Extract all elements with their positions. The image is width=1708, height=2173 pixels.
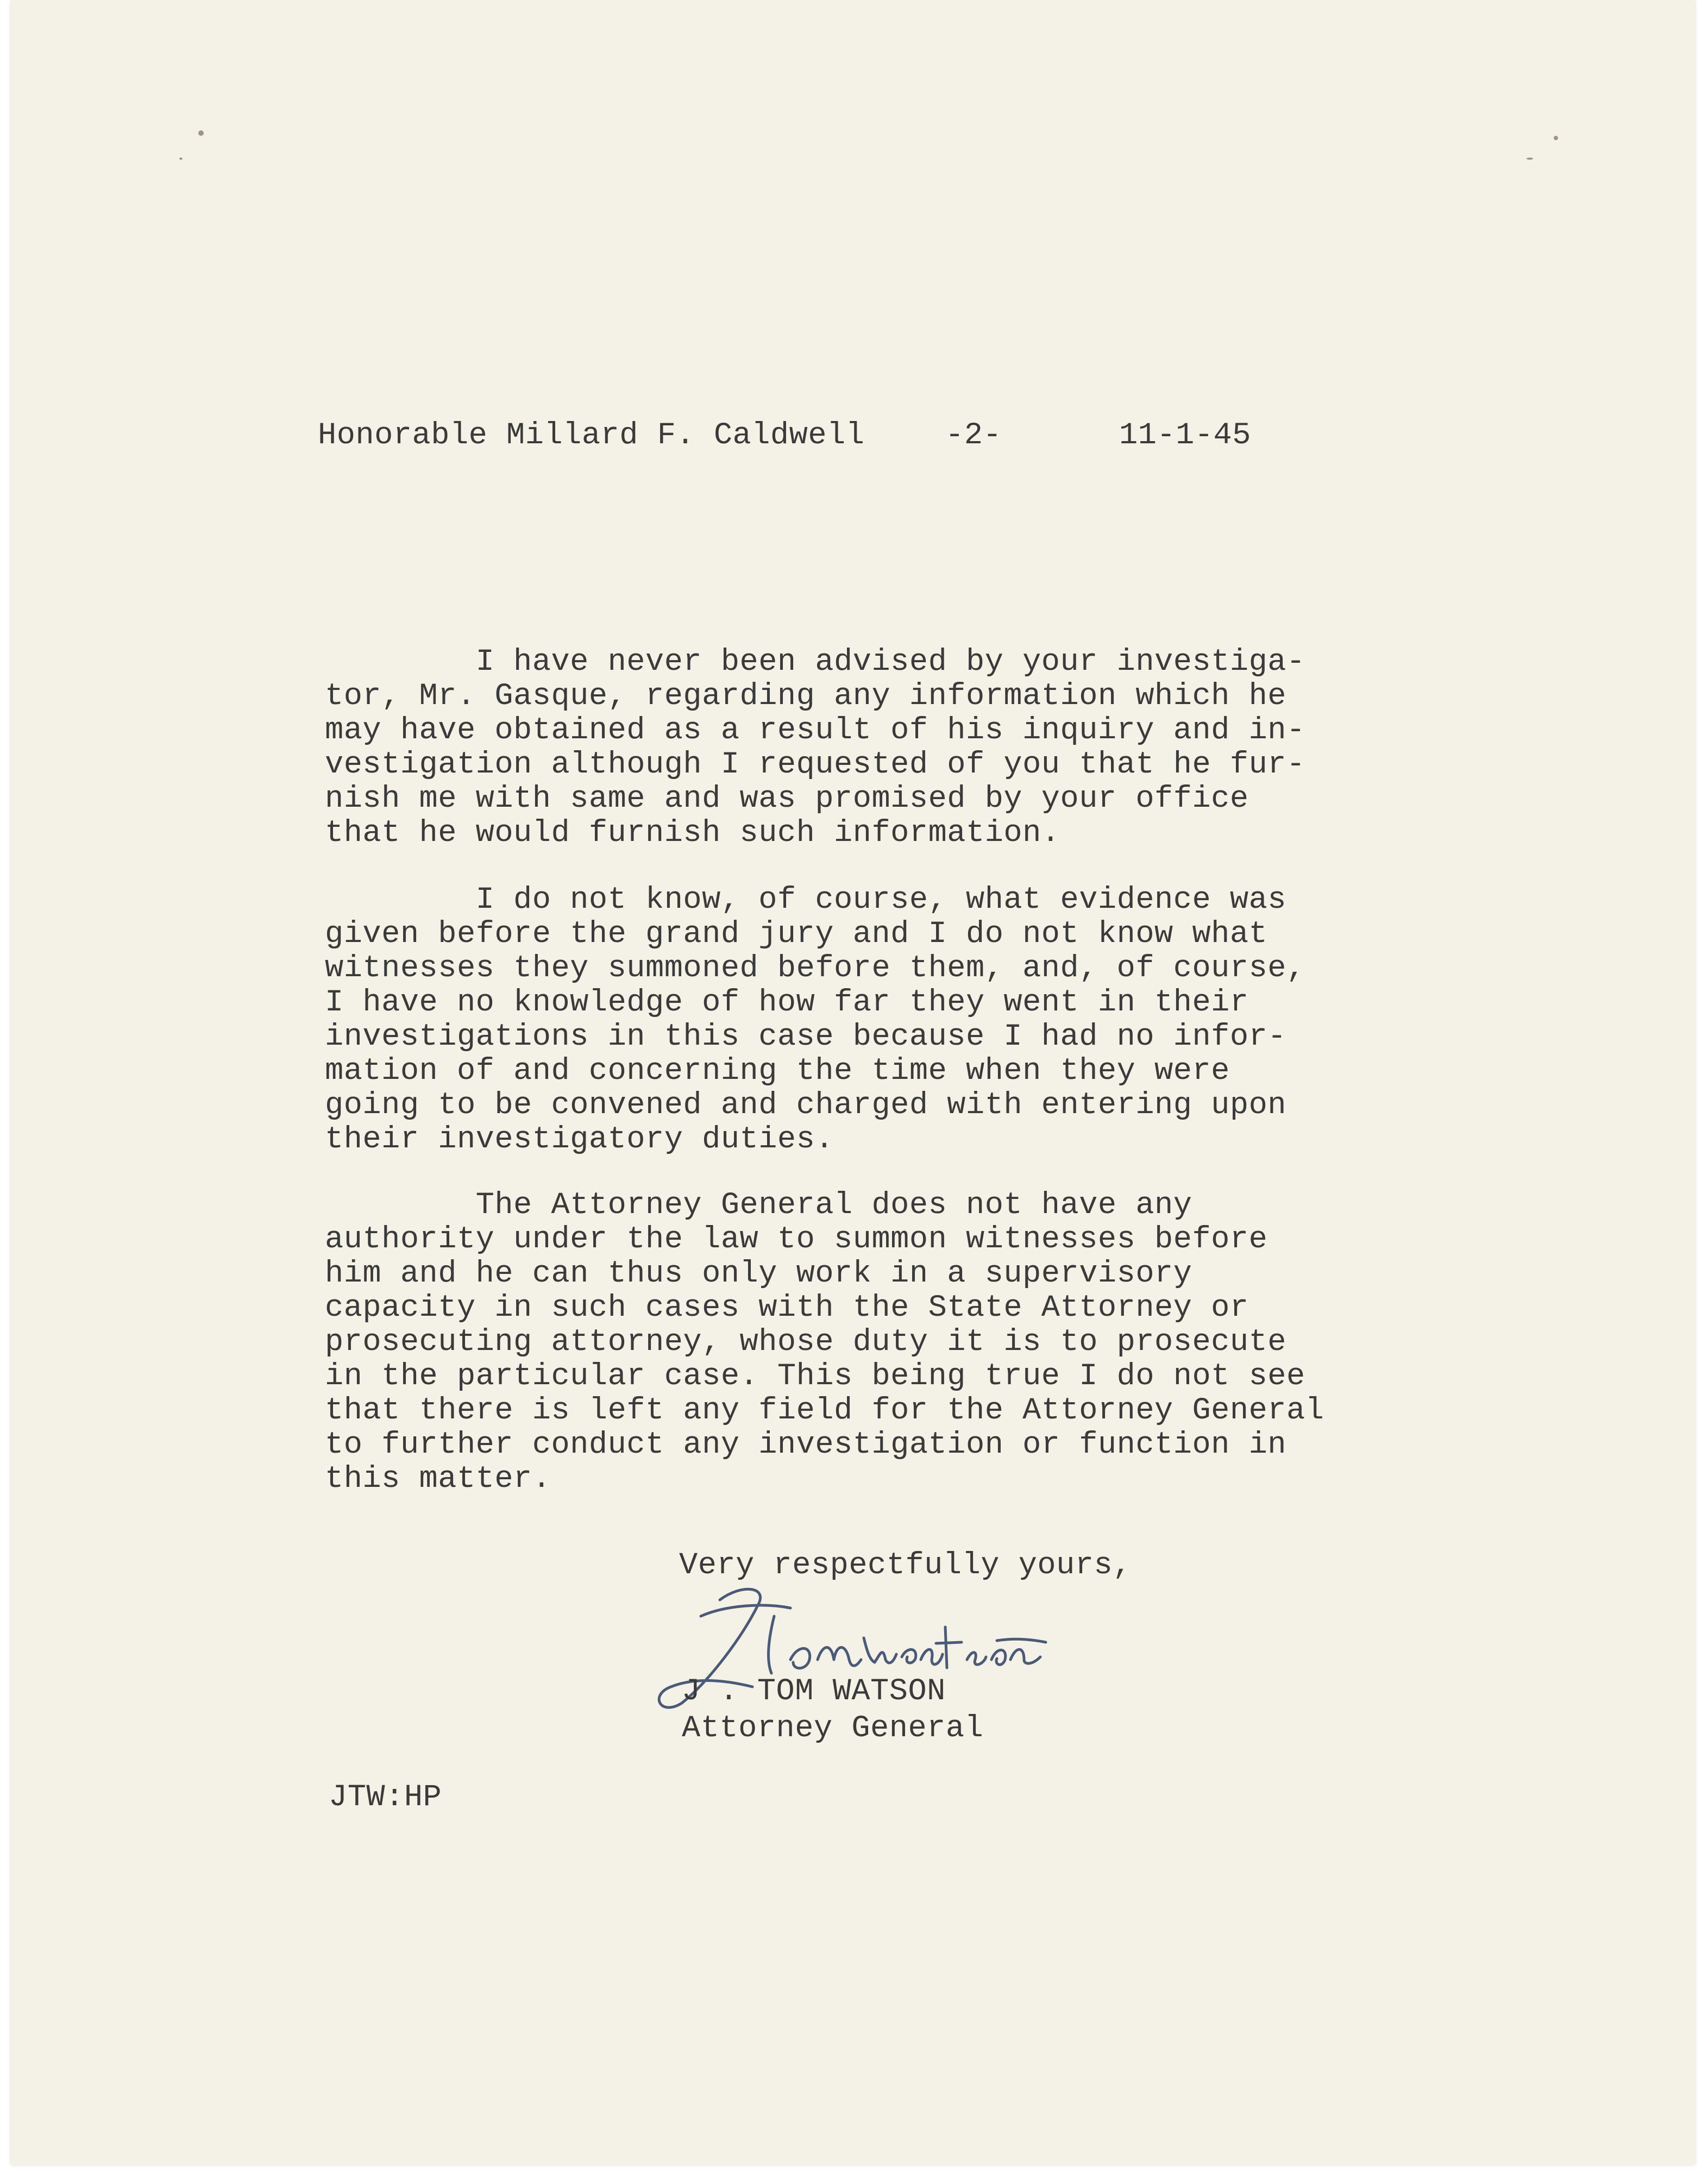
paper-speck [1554, 136, 1558, 140]
paper-speck [179, 158, 183, 160]
paper-speck [1527, 158, 1533, 160]
signer-name: J . TOM WATSON [682, 1674, 946, 1709]
body-paragraph-2: I do not know, of course, what evidence was given before the grand jury and I do not know what witnesses they summoned before them, and, of course, I have no knowledge of how far they went in their investigations in this case because I had no infor- mation of and concerning the time when they were going to be convened and charged with entering upon their investigatory duties. [325, 883, 1305, 1157]
signer-title: Attorney General [682, 1711, 984, 1746]
paper-speck [198, 130, 204, 136]
reference-initials: JTW:HP [329, 1780, 442, 1815]
body-paragraph-1: I have never been advised by your investiga- tor, Mr. Gasque, regarding any information which he may have obtained as a result of his inquiry and in- vestigation although I requested of you that he fur- nish me with same and was promised by your office that he would furnish such information. [325, 645, 1305, 851]
closing-line: Very respectfully yours, [679, 1548, 1132, 1583]
body-paragraph-3: The Attorney General does not have any authority under the law to summon witnesses before him and he can thus only work in a supervisory capacity in such cases with the State Attorney or prosecuting attorney, whose duty it is to prosecute in the particular case. This being true I do not see that there is left any field for the Attorney General to further conduct any investigation or function in this matter. [325, 1188, 1324, 1497]
letter-sheet [11, 0, 1695, 2165]
header-addressee: Honorable Millard F. Caldwell [318, 418, 865, 453]
header-page-number: -2- [945, 418, 1002, 453]
letter-header [318, 418, 1251, 592]
header-date: 11-1-45 [1119, 418, 1251, 453]
